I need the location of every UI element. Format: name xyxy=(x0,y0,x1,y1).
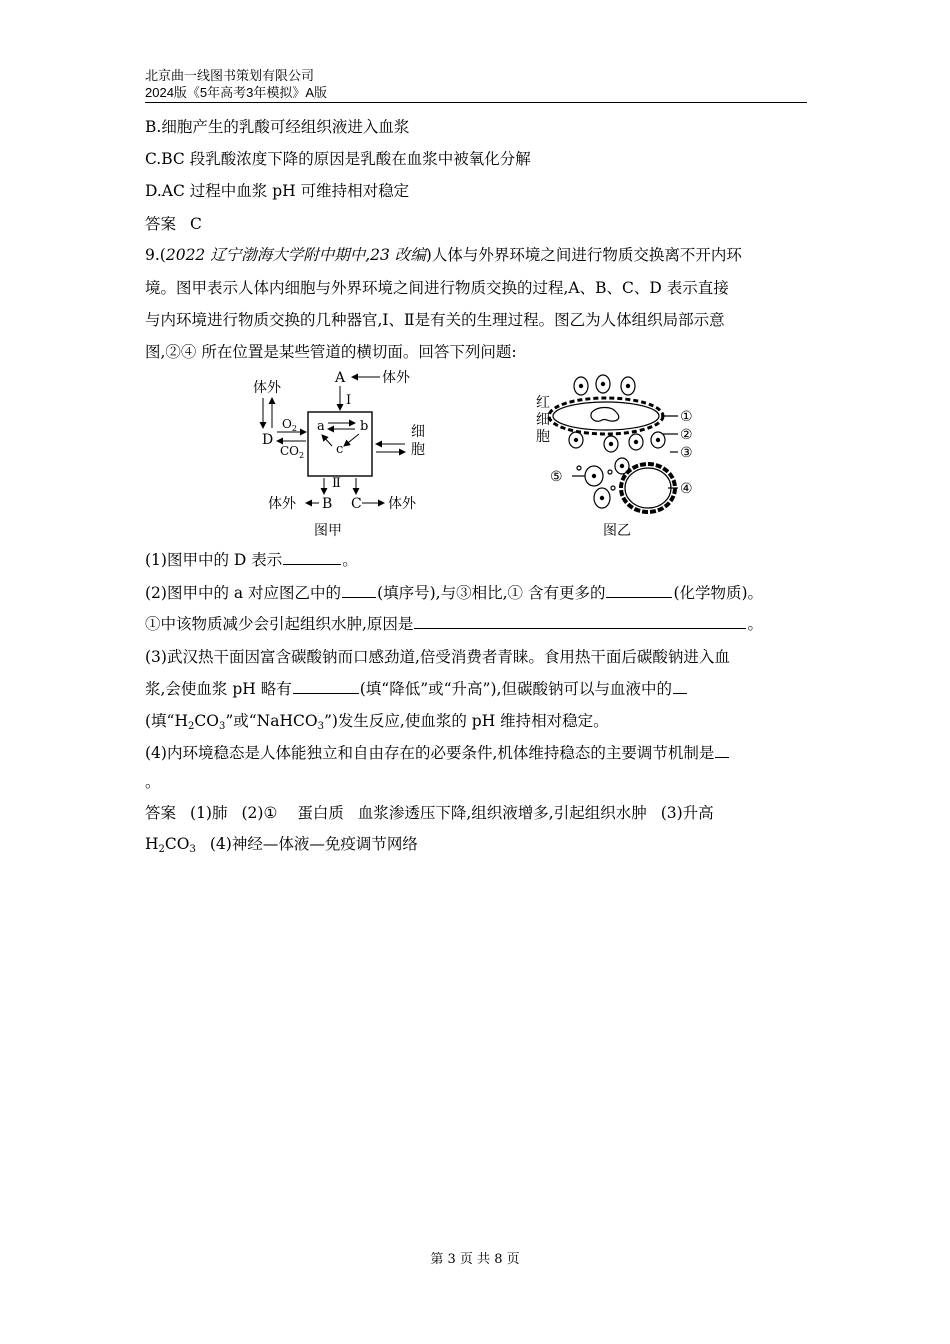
header-rule xyxy=(145,102,807,103)
q2-blank-1[interactable] xyxy=(342,583,376,598)
figure-a-caption: 图甲 xyxy=(314,523,342,539)
q4-line-1: (4)内环境稳态是人体能独立和自由存在的必要条件,机体维持稳态的主要调节机制是 xyxy=(145,742,730,764)
label-n2: ② xyxy=(680,427,693,443)
label-n1: ① xyxy=(680,409,693,425)
q1-answer-blank[interactable] xyxy=(283,550,341,565)
label-c: c xyxy=(336,442,344,457)
q1: (1)图甲中的 D 表示 。 xyxy=(145,551,358,569)
figure-b-caption: 图乙 xyxy=(603,523,631,539)
q9-line-4: 图,②④ 所在位置是某些管道的横切面。回答下列问题: xyxy=(145,343,517,361)
option-c: C.BC 段乳酸浓度下降的原因是乳酸在血浆中被氧化分解 xyxy=(145,150,531,168)
q9-line-1: 9.(2022 辽宁渤海大学附中期中,23 改编)人体与外界环境之间进行物质交换离不开内环 xyxy=(145,246,742,264)
label-B: B xyxy=(322,496,333,512)
q3-line-3: (填“$H_2CO_3$”或“NaHCO$_3$”)发生反应,使血浆的 pH 维持相对稳定。 xyxy=(145,712,609,732)
label-cell-2: 胞 xyxy=(411,442,425,458)
label-rbc-3: 胞 xyxy=(536,429,550,445)
label-b: b xyxy=(360,419,369,434)
label-bottom-left-outside: 体外 xyxy=(268,496,296,512)
page-header xyxy=(145,67,327,101)
label-A: A xyxy=(335,370,346,386)
option-d: D.AC 过程中血浆 pH 可维持相对稳定 xyxy=(145,182,410,200)
figure-b xyxy=(536,372,706,542)
q3-blank-2[interactable] xyxy=(673,679,687,694)
label-n3: ③ xyxy=(680,445,693,461)
label-I: I xyxy=(346,393,352,408)
label-n5: ⑤ xyxy=(550,469,563,485)
label-left-outside: 体外 xyxy=(253,380,281,396)
page-footer: 第 3 页 共 8 页 xyxy=(430,1252,520,1267)
q2-line-1: (2)图甲中的 a 对应图乙中的 (填序号),与③相比,① 含有更多的 (化学物质)。 xyxy=(145,584,764,602)
q3-line-1: (3)武汉热干面因富含碳酸钠而口感劲道,倍受消费者青睐。食用热干面后碳酸钠进入血 xyxy=(145,648,730,666)
label-rbc-2: 细 xyxy=(536,412,550,428)
answer-9-line-1: 答案 (1)肺 (2)① 蛋白质 血浆渗透压下降,组织液增多,引起组织水肿 (3)升高 xyxy=(145,804,714,822)
label-bottom-right-outside: 体外 xyxy=(388,496,416,512)
label-n4: ④ xyxy=(680,481,693,497)
label-C: C xyxy=(351,496,362,512)
label-rbc-1: 红 xyxy=(536,395,550,411)
q9-line-3: 与内环境进行物质交换的几种器官,I、Ⅱ是有关的生理过程。图乙为人体组织局部示意 xyxy=(145,311,725,329)
option-b: B.细胞产生的乳酸可经组织液进入血浆 xyxy=(145,118,410,136)
label-co2: $CO_2$ xyxy=(280,444,305,460)
answer-label: 答案 xyxy=(145,215,177,233)
answer-9-line-2: $H_2CO_3$ (4)神经—体液—免疫调节网络 xyxy=(145,835,418,855)
answer-value: C xyxy=(190,215,202,233)
q9-line-2: 境。图甲表示人体内细胞与外界环境之间进行物质交换的过程,A、B、C、D 表示直接 xyxy=(145,279,729,297)
q3-line-2: 浆,会使血浆 pH 略有 (填“降低”或“升高”),但碳酸钠可以与血液中的 xyxy=(145,678,688,700)
label-II: Ⅱ xyxy=(332,476,341,491)
label-cell-1: 细 xyxy=(411,424,425,440)
header-edition: 2024版《5年高考3年模拟》A版 xyxy=(145,85,328,100)
label-a: a xyxy=(317,419,325,434)
q2-blank-3[interactable] xyxy=(414,614,746,629)
figure-a-diagram xyxy=(250,362,440,542)
header-publisher: 北京曲一线图书策划有限公司 xyxy=(145,68,315,83)
q4-line-2: 。 xyxy=(145,773,161,791)
answer-8 xyxy=(145,213,202,235)
label-o2: $O_2$ xyxy=(282,417,297,433)
figure-b-diagram xyxy=(536,372,706,542)
q9-source: 2022 辽宁渤海大学附中期中,23 改编 xyxy=(165,246,426,264)
label-top-outside: 体外 xyxy=(382,370,410,386)
q2-blank-2[interactable] xyxy=(606,583,672,598)
q4-blank[interactable] xyxy=(715,743,729,758)
q2-line-2: ①中该物质减少会引起组织水肿,原因是 。 xyxy=(145,615,763,633)
label-D: D xyxy=(262,432,274,448)
q3-blank-1[interactable] xyxy=(293,679,359,694)
figure-a xyxy=(250,362,440,542)
